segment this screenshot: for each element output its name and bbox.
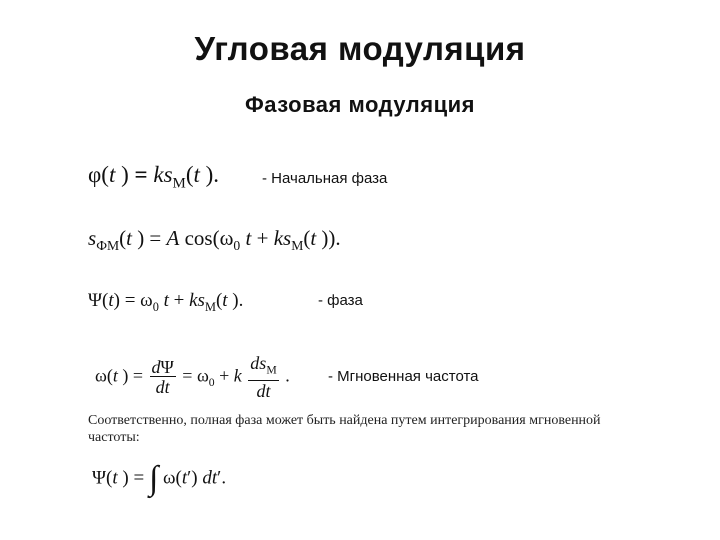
fraction-dsm-dt: $\frac{ds_M}{dt}$ xyxy=(250,353,277,401)
integration-paragraph: Соответственно, полная фаза может быть найдена путем интегрирования мгновенной частоты: xyxy=(88,413,601,445)
equation-phase-integral: Ψ(t ) = ∫ ω(t′) dt′. xyxy=(92,460,227,497)
equation-pm-signal: $s_{ФМ}(t$ ) = A $\cos(\omega_0$ $t + ks_M(t$ )). xyxy=(88,226,341,254)
note-initial-phase: - Начальная фаза xyxy=(262,170,388,187)
equation-phase: $\Psi(t) = \omega_0$ $t + ks_M(t$ ). xyxy=(88,290,244,314)
note-instant-frequency: - Мгновенная частота xyxy=(328,368,479,385)
slide-title: Угловая модуляция xyxy=(194,30,526,67)
fraction-dpsi-dt: $\frac{d\Psi}{dt}$ xyxy=(151,356,174,397)
equation-instant-frequency: ω(t ) = $\frac{d\Psi}{dt}$ = $\omega_0 + k$ $\frac{ds_M}{dt}$ . xyxy=(95,353,290,401)
slide-subtitle: Фазовая модуляция xyxy=(244,92,476,117)
equation-initial-phase: φ(t ) = $ks_M(t$ ). xyxy=(88,162,220,192)
integral-sign: ∫ xyxy=(148,460,159,497)
note-phase: - фаза xyxy=(318,292,363,309)
